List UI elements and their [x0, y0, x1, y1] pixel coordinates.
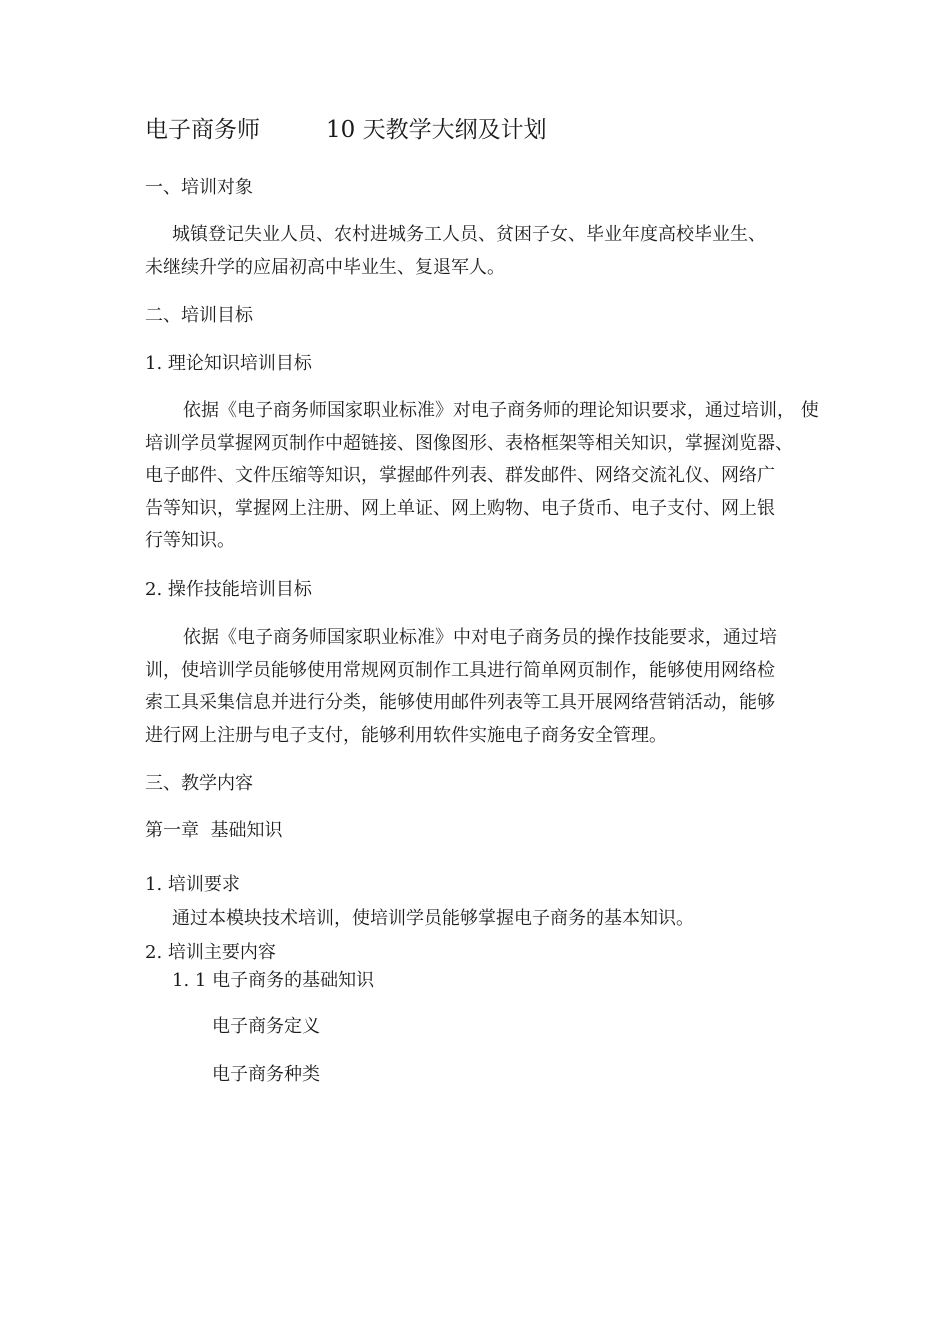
- paragraph-line: 未继续升学的应届初高中毕业生、复退军人。: [145, 256, 505, 278]
- title-part-1: 电子商务师: [145, 117, 260, 143]
- paragraph-line: 进行网上注册与电子支付，能够利用软件实施电子商务安全管理。: [145, 724, 667, 746]
- paragraph-line: 电子邮件、文件压缩等知识，掌握邮件列表、群发邮件、网络交流礼仪、网络广: [145, 465, 775, 486]
- paragraph-line: 告等知识，掌握网上注册、网上单证、网上购物、电子货币、电子支付、网上银: [145, 497, 775, 519]
- chapter-1-heading: 第一章 基础知识: [145, 820, 283, 841]
- training-requirements-heading: 1. 培训要求: [145, 874, 240, 895]
- section-2-heading: 二、培训目标: [145, 305, 253, 326]
- subsection-2-heading: 2. 操作技能培训目标: [145, 579, 312, 600]
- document-title: [145, 115, 547, 145]
- paragraph-line: 依据《电子商务师国家职业标准》中对电子商务员的操作技能要求，通过培: [183, 627, 777, 648]
- paragraph-line: 培训学员掌握网页制作中超链接、图像图形、表格框架等相关知识，掌握浏览器、: [145, 432, 793, 454]
- paragraph-line: 索工具采集信息并进行分类，能够使用邮件列表等工具开展网络营销活动，能够: [145, 692, 775, 713]
- paragraph-line: 训，使培训学员能够使用常规网页制作工具进行简单网页制作，能够使用网络检: [145, 659, 775, 681]
- content-subitem: 电子商务定义: [212, 1016, 320, 1037]
- content-subitem: 电子商务种类: [212, 1064, 320, 1085]
- title-part-2: 10 天教学大纲及计划: [326, 117, 547, 143]
- paragraph-line: 依据《电子商务师国家职业标准》对电子商务师的理论知识要求，通过培训， 使: [183, 400, 819, 421]
- paragraph-line: 城镇登记失业人员、农村进城务工人员、贫困子女、毕业年度高校毕业生、: [172, 224, 766, 245]
- paragraph-line: 行等知识。: [145, 530, 235, 551]
- section-1-heading: 一、培训对象: [145, 177, 253, 198]
- main-content-heading: 2. 培训主要内容: [145, 942, 276, 963]
- subsection-1-heading: 1. 理论知识培训目标: [145, 353, 312, 374]
- section-3-heading: 三、教学内容: [145, 773, 253, 794]
- content-item-heading: 1. 1 电子商务的基础知识: [172, 970, 375, 991]
- subsection-2-paragraph: [145, 622, 810, 752]
- training-requirements-text: 通过本模块技术培训，使培训学员能够掌握电子商务的基本知识。: [172, 908, 694, 929]
- subsection-1-paragraph: [145, 395, 819, 558]
- section-1-paragraph: [145, 219, 810, 284]
